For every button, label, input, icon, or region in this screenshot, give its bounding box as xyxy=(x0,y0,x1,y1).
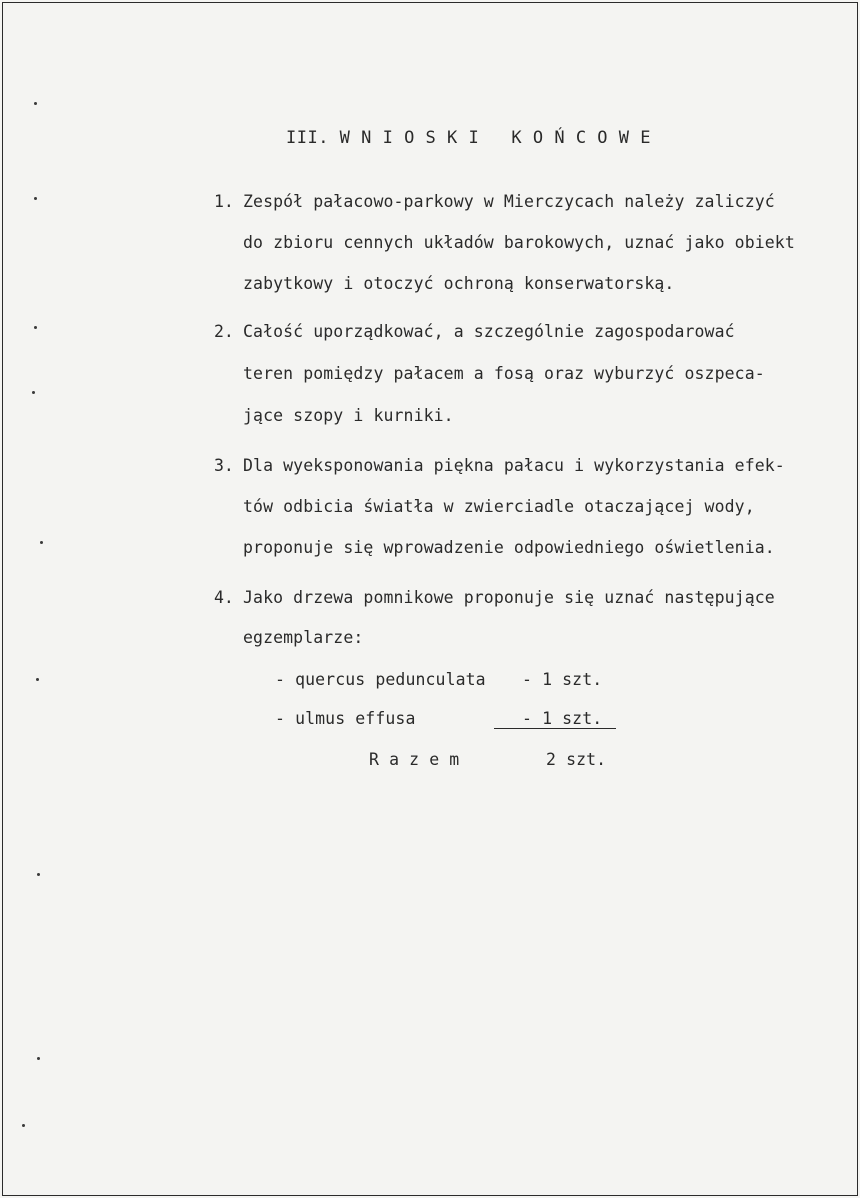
margin-mark xyxy=(34,102,37,105)
margin-mark xyxy=(37,873,40,876)
item-line: Dla wyeksponowania piękna pałacu i wykorzystania efek- xyxy=(243,456,785,475)
total-count: 2 szt. xyxy=(546,750,607,769)
item-line: proponuje się wprowadzenie odpowiedniego oświetlenia. xyxy=(243,538,775,557)
item-line: tów odbicia światła w zwierciadle otaczającej wody, xyxy=(243,497,755,516)
item-line: egzemplarze: xyxy=(243,628,364,647)
sum-underline xyxy=(494,728,616,729)
item-number: 2. xyxy=(214,322,234,341)
margin-mark xyxy=(36,678,39,681)
margin-mark xyxy=(22,1124,25,1127)
total-label: R a z e m xyxy=(369,750,460,769)
item-number: 1. xyxy=(214,192,234,211)
tree-name: - ulmus effusa xyxy=(275,709,416,728)
item-line: jące szopy i kurniki. xyxy=(243,406,454,425)
item-line: teren pomiędzy pałacem a fosą oraz wyburzyć oszpeca- xyxy=(243,364,765,383)
margin-mark xyxy=(34,197,37,200)
margin-mark xyxy=(34,326,37,329)
item-line: Całość uporządkować, a szczególnie zagospodarować xyxy=(243,322,735,341)
item-line: zabytkowy i otoczyć ochroną konserwatorską. xyxy=(243,274,675,293)
margin-mark xyxy=(40,541,43,544)
item-number: 3. xyxy=(214,456,234,475)
tree-count: - 1 szt. xyxy=(522,670,603,689)
section-heading: III. W N I O S K I K O Ń C O W E xyxy=(286,128,651,148)
tree-name: - quercus pedunculata xyxy=(275,670,486,689)
item-number: 4. xyxy=(214,588,234,607)
item-line: Jako drzewa pomnikowe proponuje się uznać następujące xyxy=(243,588,775,607)
item-line: do zbioru cennych układów barokowych, uznać jako obiekt xyxy=(243,233,795,252)
tree-count: - 1 szt. xyxy=(522,709,603,728)
margin-mark xyxy=(37,1057,40,1060)
margin-mark xyxy=(32,391,35,394)
item-line: Zespół pałacowo-parkowy w Mierczycach należy zaliczyć xyxy=(243,192,775,211)
